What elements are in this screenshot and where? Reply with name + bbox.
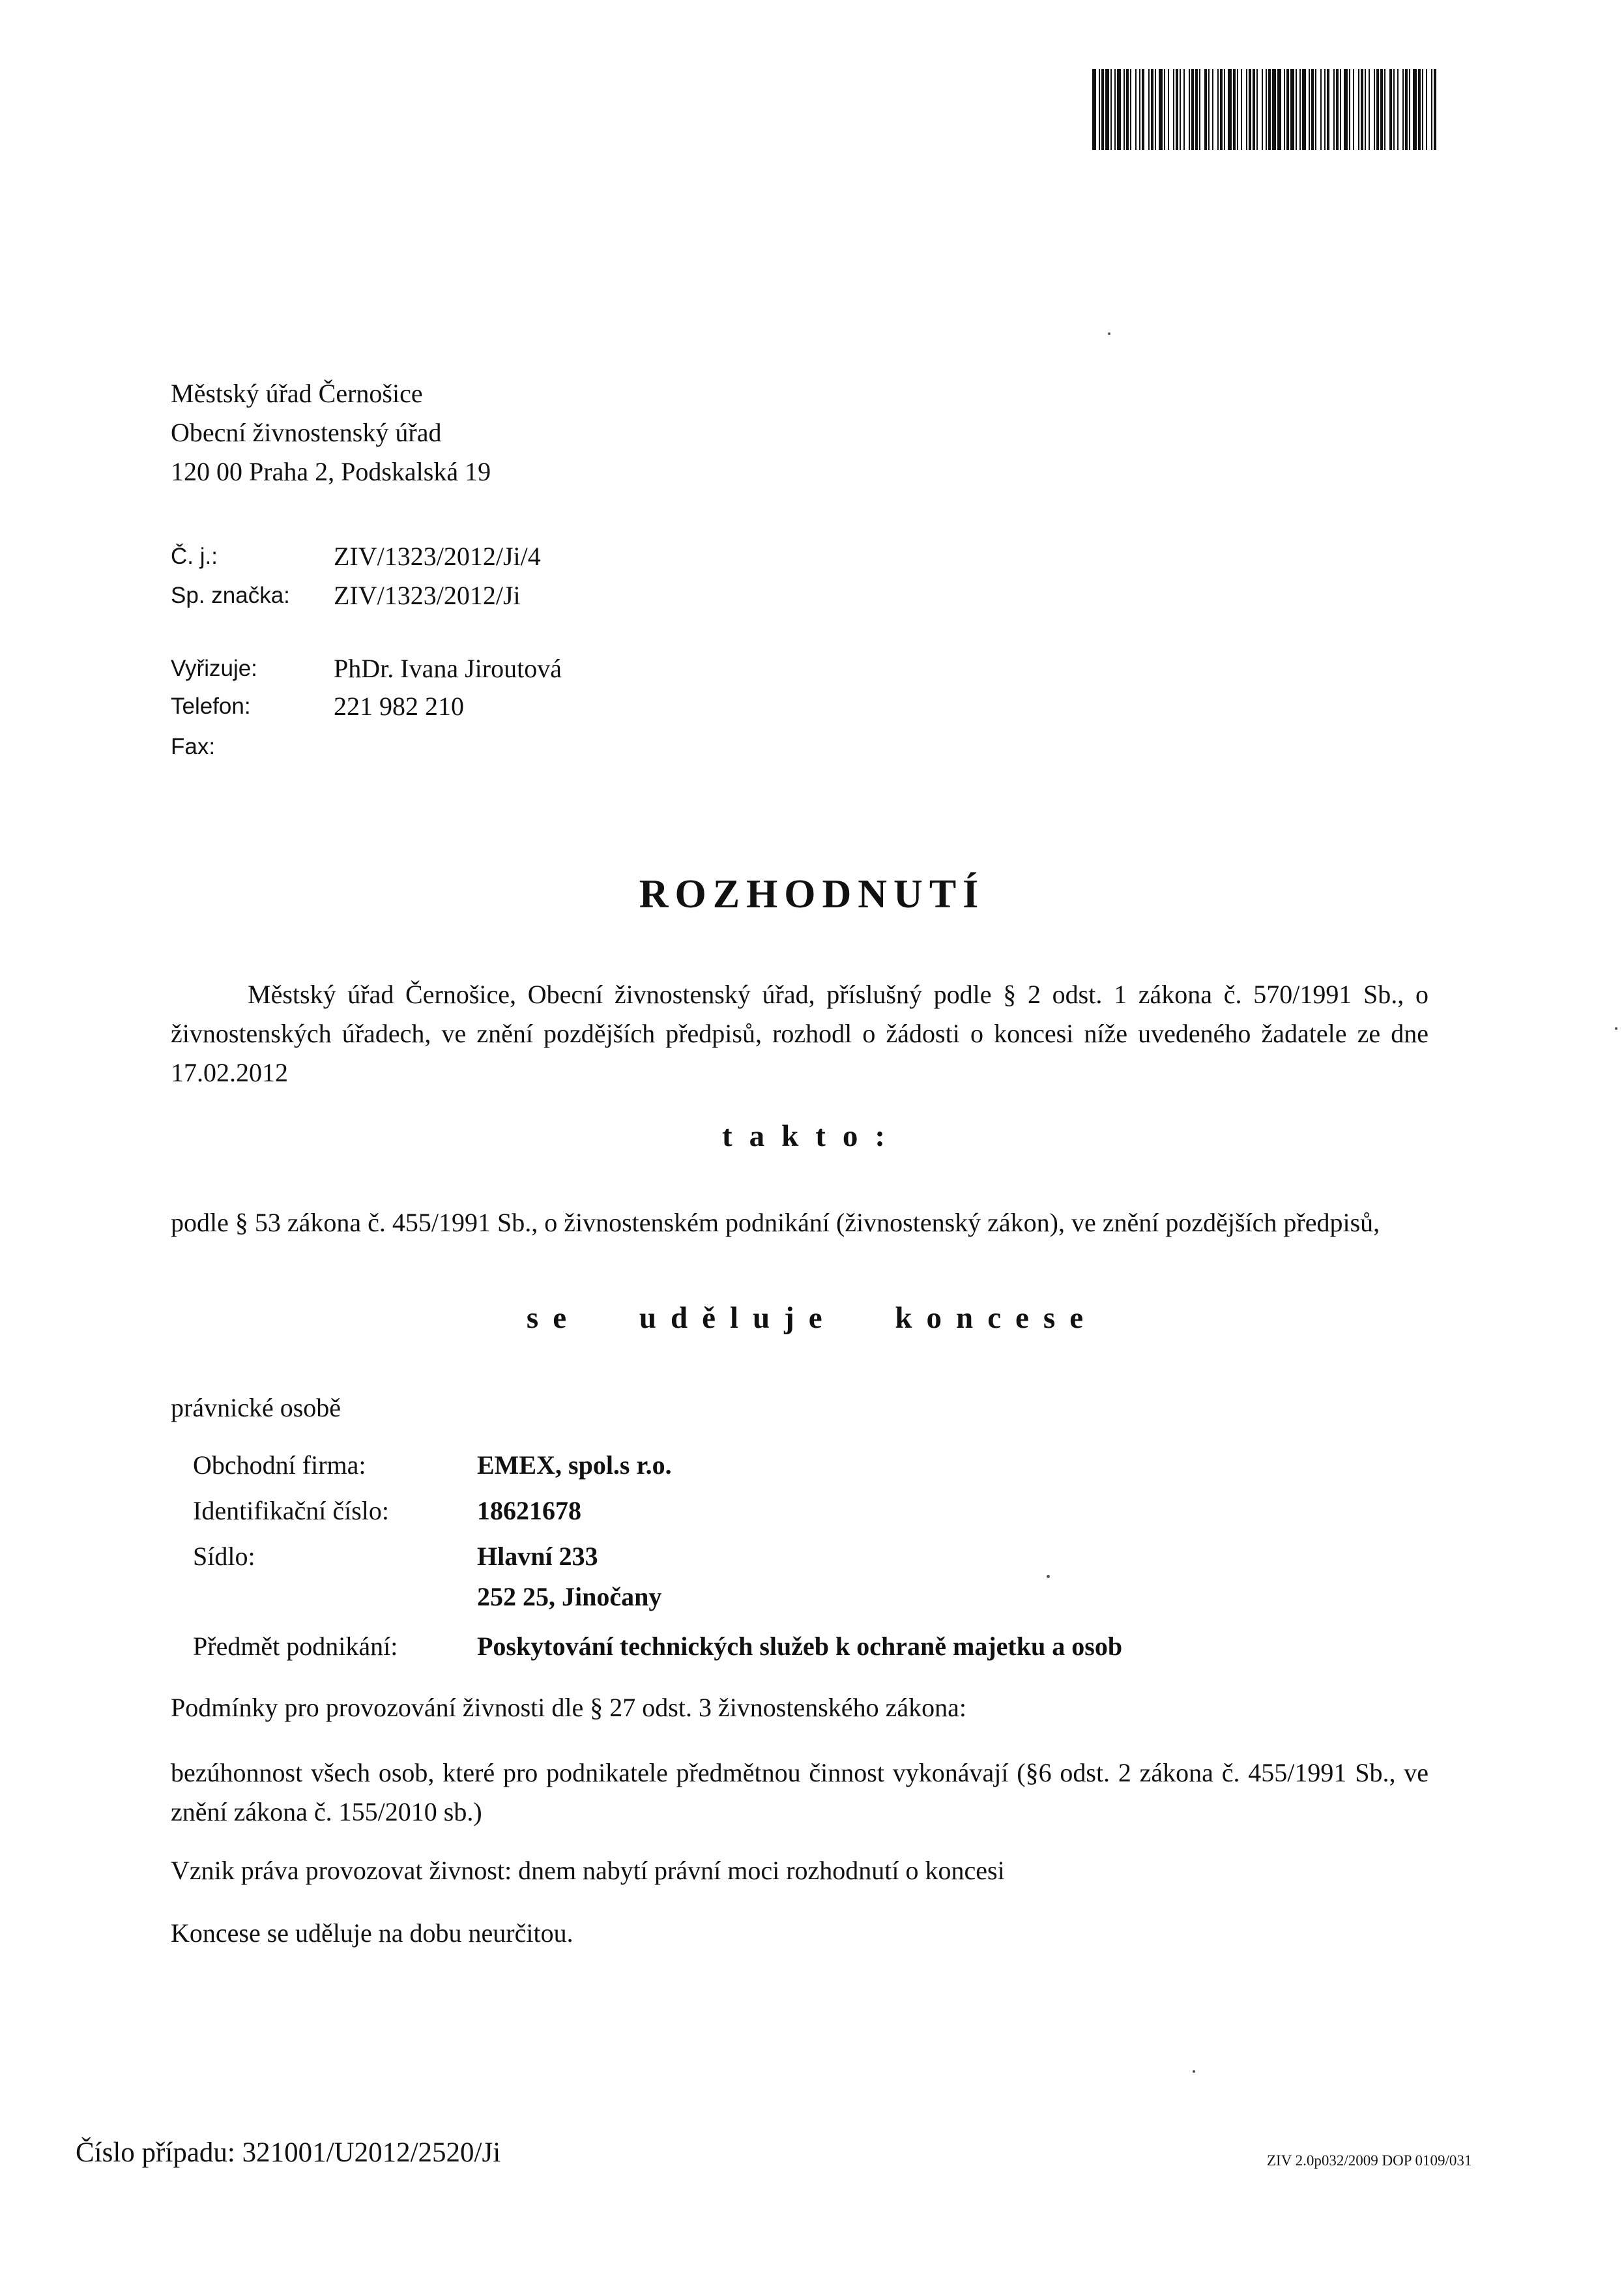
barcode-bar [1208,69,1210,150]
barcode-bar [1405,69,1408,150]
barcode-bar [1159,69,1163,150]
barcode-bar [1349,69,1350,150]
telefon-label: Telefon: [171,694,251,719]
barcode-bar [1376,69,1379,150]
seat-line1: Hlavní 233 [477,1542,598,1571]
barcode-bar [1327,69,1329,150]
cj-label: Č. j.: [171,544,218,569]
telefon-value: 221 982 210 [334,692,464,721]
barcode-bar [1117,69,1121,150]
barcode-bar [1397,69,1399,150]
scan-speck [1047,1575,1050,1578]
barcode-bar [1272,69,1276,150]
barcode-bar [1253,69,1255,150]
conditions-text: bezúhonnost všech osob, které pro podnikatele předmětnou činnost vykonávají (§6 odst. 2 zákona č. 455/1991 Sb., ve znění zákona č. 155/2010 sb.) [171,1758,1428,1826]
barcode-bar [1191,69,1194,150]
barcode-bar [1320,69,1322,150]
sender-department: Obecní živnostenský úřad [171,418,442,447]
barcode-bar [1365,69,1366,150]
barcode-bar [1361,69,1363,150]
barcode-bar [1199,69,1200,150]
barcode-bar [1431,69,1432,150]
barcode-bar [1286,69,1289,150]
barcode-bar [1422,69,1423,150]
barcode-bar [1374,69,1375,150]
barcode-bar [1353,69,1354,150]
barcode-bar [1389,69,1392,150]
spz-value: ZIV/1323/2012/Ji [334,581,521,610]
barcode-bar [1426,69,1427,150]
barcode-bar [1284,69,1285,150]
intro-paragraph: Městský úřad Černošice, Obecní živnostenský úřad, příslušný podle § 2 odst. 1 zákona č. 570/1991 Sb., o živnostenských úřadech, ve znění pozdějších předpisů, rozhodl o žádosti o koncesi níže uvedeného žadatele ze dne 17.02.2012 [171,980,1428,1087]
barcode-bar [1333,69,1335,150]
barcode-bar [1168,69,1169,150]
barcode-bar [1268,69,1271,150]
scan-speck [1193,2070,1195,2073]
barcode-bar [1413,69,1417,150]
barcode-bar [1246,69,1247,150]
barcode-bar [1142,69,1144,150]
vyrizuje-label: Vyřizuje: [171,656,257,681]
id-value: 18621678 [477,1496,581,1525]
barcode-bar [1340,69,1341,150]
barcode-bar [1384,69,1385,150]
barcode-bar [1124,69,1125,150]
barcode-bar [1290,69,1294,150]
conditions-heading: Podmínky pro provozování živnosti dle § 27 odst. 3 živnostenského zákona: [171,1693,966,1722]
barcode-bar [1266,69,1267,150]
firm-value: EMEX, spol.s r.o. [477,1450,672,1480]
barcode-bar [1183,69,1185,150]
barcode-bar [1139,69,1140,150]
legal-basis-paragraph: podle § 53 zákona č. 455/1991 Sb., o živnostenském podnikání (živnostenský zákon), ve znění pozdějších předpisů, [171,1208,1380,1237]
grant-heading: se uděluje koncese [526,1301,1098,1335]
barcode-bar [1217,69,1219,150]
barcode-image [1092,69,1438,150]
barcode-bar [1233,69,1236,150]
barcode-bar [1114,69,1116,150]
barcode-bar [1220,69,1223,150]
barcode-bar [1135,69,1137,150]
document-title: ROZHODNUTÍ [639,872,985,916]
barcode-bar [1302,69,1306,150]
vyrizuje-value: PhDr. Ivana Jiroutová [334,654,562,683]
scan-speck [1615,1027,1617,1030]
barcode-bar [1099,69,1100,150]
barcode-bar [1262,69,1263,150]
subject-value: Poskytování technických služeb k ochraně majetku a osob [477,1632,1123,1661]
barcode-bar [1256,69,1258,150]
barcode-bar [1173,69,1174,150]
spz-label: Sp. značka: [171,583,290,608]
barcode-bar [1418,69,1421,150]
takto-heading: takto: [721,1119,903,1153]
right-origin: Vznik práva provozovat živnost: dnem nabytí právní moci rozhodnutí o koncesi [171,1856,1005,1885]
seat-label: Sídlo: [193,1542,255,1571]
sender-address: 120 00 Praha 2, Podskalská 19 [171,457,491,486]
barcode-bar [1409,69,1410,150]
barcode-bar [1393,69,1395,150]
barcode-bar [1241,69,1242,150]
sender-office: Městský úřad Černošice [171,379,423,408]
barcode-bar [1299,69,1301,150]
subject-label: Předmět podnikání: [193,1632,398,1661]
form-code: ZIV 2.0p032/2009 DOP 0109/031 [1267,2152,1472,2169]
barcode-bar [1358,69,1359,150]
barcode-bar [1402,69,1404,150]
firm-label: Obchodní firma: [193,1450,366,1480]
id-label: Identifikační číslo: [193,1496,390,1525]
barcode-bar [1296,69,1297,150]
barcode-bar [1092,69,1096,150]
duration: Koncese se uděluje na dobu neurčitou. [171,1918,573,1948]
seat-line2: 252 25, Jinočany [477,1582,662,1611]
barcode-bar [1311,69,1314,150]
barcode-bar [1434,69,1436,150]
barcode-bar [1126,69,1129,150]
barcode-bar [1228,69,1232,150]
scan-speck [1108,332,1110,335]
recipient-type: právnické osobě [171,1393,341,1422]
barcode-bar [1105,69,1109,150]
barcode-bar [1212,69,1213,150]
barcode-bar [1204,69,1207,150]
barcode-bar [1176,69,1178,150]
barcode-bar [1324,69,1326,150]
barcode-bar [1189,69,1190,150]
case-number: Číslo případu: 321001/U2012/2520/Ji [76,2137,501,2168]
barcode-bar [1180,69,1181,150]
fax-label: Fax: [171,734,216,759]
barcode-bar [1309,69,1310,150]
barcode-bar [1336,69,1339,150]
barcode-bar [1148,69,1150,150]
barcode-bar [1344,69,1348,150]
barcode-bar [1224,69,1225,150]
barcode-bar [1155,69,1156,150]
barcode-bar [1315,69,1316,150]
barcode-bar [1151,69,1153,150]
barcode-bar [1380,69,1383,150]
barcode-bar [1101,69,1104,150]
barcode-bar [1249,69,1251,150]
barcode-bar [1164,69,1165,150]
barcode-bar [1237,69,1238,150]
barcode-bar [1110,69,1112,150]
barcode-bar [1130,69,1131,150]
barcode-bar [1369,69,1370,150]
cj-value: ZIV/1323/2012/Ji/4 [334,542,541,571]
barcode-bar [1195,69,1198,150]
barcode-bar [1277,69,1281,150]
